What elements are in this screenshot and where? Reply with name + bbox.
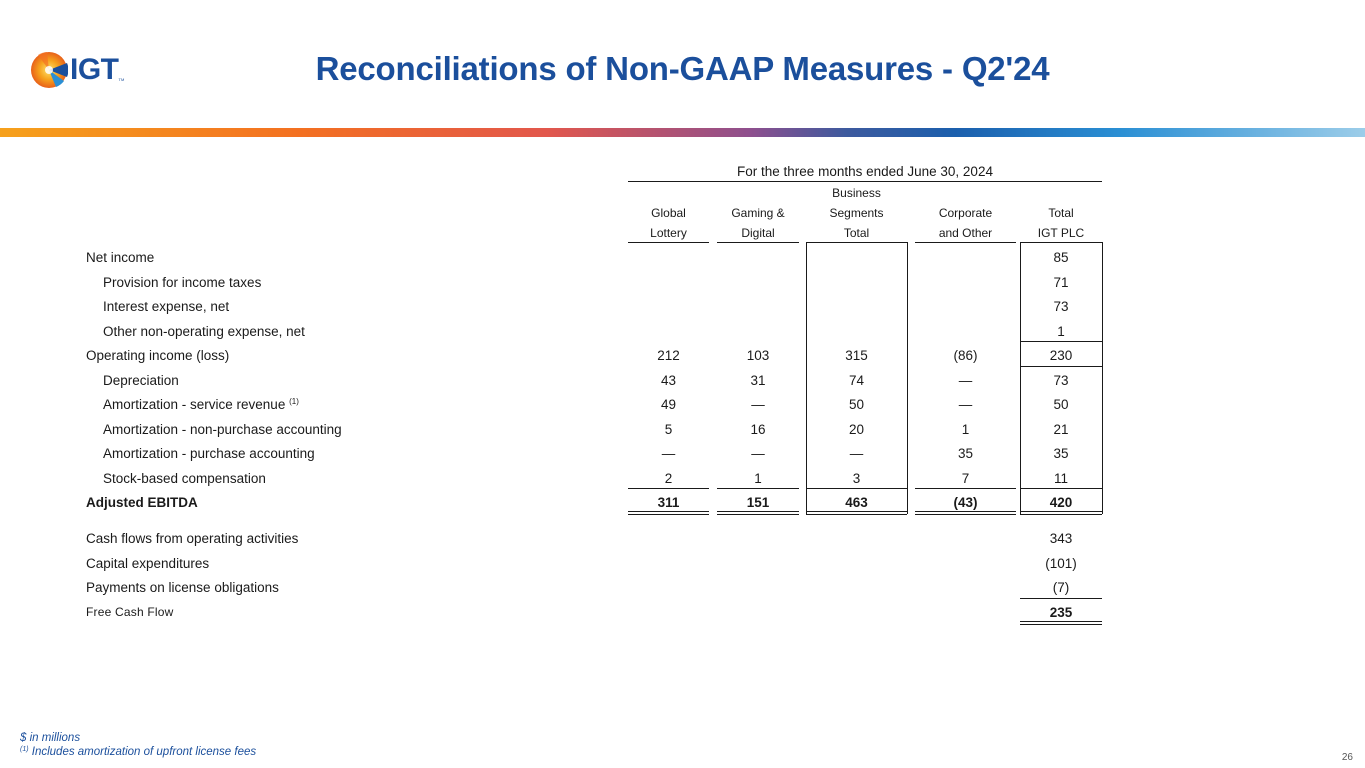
row-label: Net income bbox=[86, 250, 155, 265]
logo-trademark: TM bbox=[118, 77, 125, 82]
column-border bbox=[907, 242, 908, 514]
table-cell: 74 bbox=[848, 372, 865, 388]
footnote-text: Includes amortization of upfront license fees bbox=[28, 746, 257, 758]
total-rule bbox=[806, 488, 907, 489]
table-cell: — bbox=[751, 446, 765, 461]
table-cell: (43) bbox=[953, 495, 978, 510]
double-underline bbox=[628, 514, 709, 515]
table-cell: 71 bbox=[1053, 274, 1069, 290]
table-cell: 7 bbox=[961, 470, 970, 486]
double-underline bbox=[806, 514, 907, 515]
table-cell: (86) bbox=[953, 348, 978, 363]
units-note: $ in millions bbox=[20, 732, 81, 744]
table-cell: 3 bbox=[852, 470, 861, 486]
table-cell: 73 bbox=[1053, 372, 1069, 388]
table-cell: 1 bbox=[1057, 323, 1065, 339]
row-label: Amortization - non-purchase accounting bbox=[103, 421, 342, 437]
table-cell: 73 bbox=[1053, 299, 1069, 314]
row-label: Depreciation bbox=[103, 372, 179, 388]
table-cell: — bbox=[661, 446, 676, 461]
table-cell: 103 bbox=[746, 348, 770, 363]
double-underline bbox=[628, 511, 709, 512]
column-border bbox=[1102, 242, 1103, 514]
cash-row-label: Capital expenditures bbox=[86, 556, 210, 571]
row-label: Amortization - purchase accounting bbox=[103, 446, 315, 461]
table-cell: 49 bbox=[660, 397, 677, 412]
subtotal-rule bbox=[1020, 341, 1102, 342]
subtotal-rule bbox=[1020, 598, 1102, 599]
table-cell: 463 bbox=[845, 495, 868, 510]
double-underline bbox=[717, 511, 799, 512]
double-underline bbox=[806, 511, 907, 512]
row-label: Adjusted EBITDA bbox=[86, 495, 198, 510]
total-rule bbox=[1020, 488, 1102, 489]
table-cell: 230 bbox=[1049, 348, 1073, 363]
table-cell: 151 bbox=[746, 495, 770, 510]
cash-row-value: (101) bbox=[1045, 556, 1077, 571]
column-header-line: Total bbox=[843, 226, 870, 240]
column-header-line: Business bbox=[832, 186, 881, 200]
logo-wordmark: IGT bbox=[70, 53, 119, 86]
cash-row-value: 235 bbox=[1049, 605, 1073, 620]
table-cell: 21 bbox=[1053, 421, 1069, 437]
double-underline bbox=[915, 511, 1016, 512]
cash-row-value: (7) bbox=[1052, 580, 1070, 595]
table-cell: — bbox=[849, 446, 864, 461]
subtotal-rule bbox=[1020, 366, 1102, 367]
total-rule bbox=[628, 488, 709, 489]
table-cell: 212 bbox=[657, 348, 680, 363]
column-header-line: IGT PLC bbox=[1037, 226, 1085, 240]
footnote bbox=[20, 746, 256, 758]
double-underline bbox=[1020, 511, 1102, 512]
row-label: Amortization - service revenue $^{(1)}$ bbox=[103, 397, 299, 412]
column-header-line: Gaming & bbox=[731, 206, 785, 220]
table-cell: 2 bbox=[664, 470, 673, 486]
page-number: 26 bbox=[1341, 752, 1353, 763]
period-header: For the three months ended June 30, 2024 bbox=[737, 164, 993, 179]
table-cell: 5 bbox=[664, 421, 673, 437]
column-header-line: Lottery bbox=[650, 226, 687, 240]
total-rule bbox=[915, 488, 1016, 489]
column-header-line: and Other bbox=[938, 226, 993, 240]
table-cell: 35 bbox=[957, 446, 974, 461]
table-cell: — bbox=[958, 372, 973, 388]
table-cell: 35 bbox=[1053, 446, 1069, 461]
table-cell: 11 bbox=[1053, 470, 1068, 486]
table-cell: 1 bbox=[754, 470, 762, 486]
table-cell: 43 bbox=[660, 372, 677, 388]
row-label: Provision for income taxes bbox=[103, 274, 262, 290]
double-underline bbox=[1020, 514, 1102, 515]
footnote-ref: (1) bbox=[289, 397, 299, 406]
total-rule bbox=[717, 488, 799, 489]
double-underline bbox=[1020, 621, 1102, 622]
table-cell: 420 bbox=[1049, 495, 1073, 510]
column-header-underline bbox=[717, 242, 799, 243]
column-header-line: Segments bbox=[829, 206, 884, 220]
cash-row-value: 343 bbox=[1049, 531, 1073, 546]
column-header-line: Global bbox=[651, 206, 686, 220]
table-cell: 1 bbox=[961, 421, 970, 437]
column-header-line: Total bbox=[1048, 206, 1074, 220]
double-underline bbox=[915, 514, 1016, 515]
period-header-rule bbox=[628, 181, 1102, 182]
row-label: Stock-based compensation bbox=[103, 470, 266, 486]
table-cell: 16 bbox=[750, 421, 766, 437]
double-underline bbox=[1020, 624, 1102, 625]
page-title: Reconciliations of Non-GAAP Measures - Q2'24 bbox=[315, 50, 1050, 87]
table-cell: 50 bbox=[1053, 397, 1069, 412]
column-header-underline bbox=[806, 242, 907, 243]
table-cell: — bbox=[958, 397, 973, 412]
footnote-marker: (1) bbox=[20, 746, 29, 753]
column-header-line: Corporate bbox=[938, 206, 993, 220]
column-header-line: Digital bbox=[741, 226, 775, 240]
color-stripe bbox=[0, 128, 1365, 137]
cash-row-label: Payments on license obligations bbox=[86, 580, 279, 595]
table-cell: 315 bbox=[845, 348, 868, 363]
column-header-underline bbox=[1020, 242, 1102, 243]
double-underline bbox=[717, 514, 799, 515]
table-cell: 20 bbox=[848, 421, 865, 437]
cash-row-label: Cash flows from operating activities bbox=[86, 531, 299, 546]
table-cell: 50 bbox=[848, 397, 865, 412]
cash-row-label: Free Cash Flow bbox=[86, 605, 174, 619]
table-cell: — bbox=[751, 397, 765, 412]
row-label: Other non-operating expense, net bbox=[103, 323, 305, 339]
table-cell: 85 bbox=[1053, 250, 1069, 265]
row-label: Interest expense, net bbox=[103, 299, 230, 314]
table-cell: 31 bbox=[750, 372, 766, 388]
table-cell: 311 bbox=[657, 495, 680, 510]
column-header-underline bbox=[915, 242, 1016, 243]
row-label: Operating income (loss) bbox=[86, 348, 230, 363]
column-header-underline bbox=[628, 242, 709, 243]
